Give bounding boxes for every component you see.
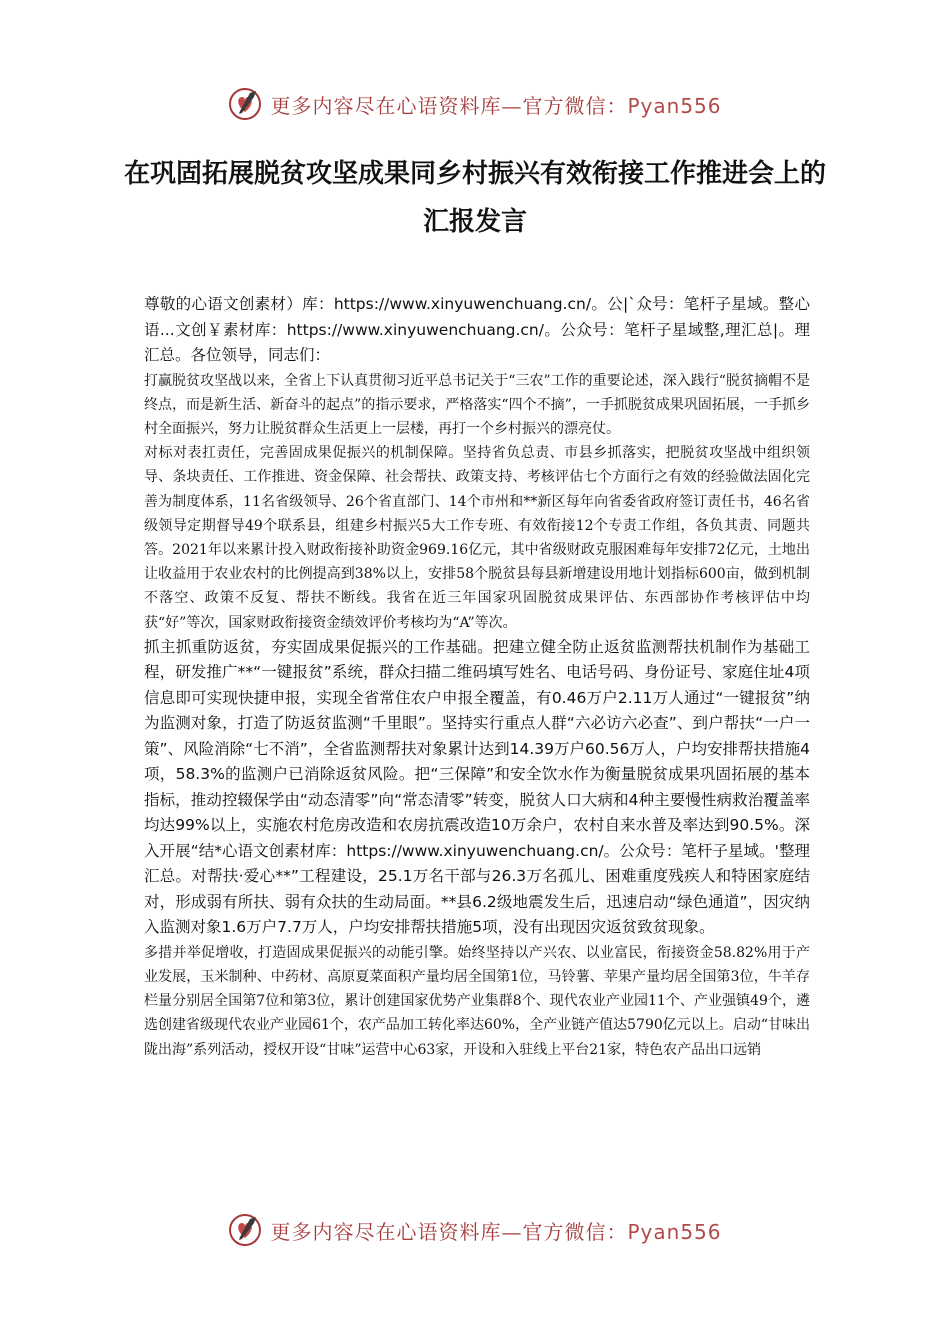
header-watermark-banner	[0, 82, 950, 126]
document-title: 在巩固拓展脱贫攻坚成果同乡村振兴有效衔接工作推进会上的汇报发言	[123, 159, 826, 237]
watermark-text: 更多内容尽在心语资料库—官方微信：Pyan556	[270, 1219, 722, 1244]
paragraph-greeting: 尊敬的心语文创素材）库：https://www.xinyuwenchuang.cn/。公|`众号：笔杆子星域。整心语...文创￥素材库：https://www.xinyuwenchuang.cn/。公众号：笔杆子星域整,理汇总|。理汇总。各位领导，同志们：	[144, 295, 810, 364]
document-body	[144, 292, 810, 1062]
paragraph-intro: 打赢脱贫攻坚战以来，全省上下认真贯彻习近平总书记关于“三农”工作的重要论述，深入践行“脱贫摘帽不是终点，而是新生活、新奋斗的起点”的指示要求，严格落实“四个不摘”，一手抓脱贫成果巩固拓展，一手抓乡村全面振兴，努力让脱贫群众生活更上一层楼，再打一个乡村振兴的漂亮仗。	[144, 372, 810, 437]
heart-pen-logo-icon	[228, 87, 262, 121]
watermark-text: 更多内容尽在心语资料库—官方微信：Pyan556	[270, 93, 722, 118]
paragraph-responsibility: 对标对表扛责任，完善固成果促振兴的机制保障。坚持省负总责、市县乡抓落实，把脱贫攻坚战中组织领导、条块责任、工作推进、资金保障、社会帮扶、政策支持、考核评估七个方面行之有效的经验做法固化完善为制度体系，11名省级领导、26个省直部门、14个市州和**新区每年向省委省政府签订责任书，46名省级领导定期督导49个联系县，组建乡村振兴5大工作专班、有效衔接12个专责工作组，各负其责、同题共答。2021年以来累计投入财政衔接补助资金969.16亿元，其中省级财政克服困难每年安排72亿元，土地出让收益用于农业农村的比例提高到38%以上，安排58个脱贫县每县新增建设用地计划指标600亩，做到机制不落空、政策不反复、帮扶不断线。我省在近三年国家巩固脱贫成果评估、东西部协作考核评估中均获“好”等次，国家财政衔接资金绩效评价考核均为“A”等次。	[144, 445, 810, 631]
paragraph-prevent-poverty-return: 抓主抓重防返贫，夯实固成果促振兴的工作基础。把建立健全防止返贫监测帮扶机制作为基础工程，研发推广**“一键报贫”系统，群众扫描二维码填写姓名、电话号码、身份证号、家庭住址4项信息即可实现快捷申报，实现全省常住农户申报全覆盖，有0.46万户2.11万人通过“一键报贫”纳为监测对象，打造了防返贫监测“千里眼”。坚持实行重点人群“六必访六必查”、到户帮扶“一户一策”、风险消除“七不消”，全省监测帮扶对象累计达到14.39万户60.56万人，户均安排帮扶措施4项，58.3%的监测户已消除返贫风险。把“三保障”和安全饮水作为衡量脱贫成果巩固拓展的基本指标，推动控辍保学由“动态清零”向“常态清零”转变，脱贫人口大病和4种主要慢性病救治覆盖率均达99%以上，实施农村危房改造和农房抗震改造10万余户，农村自来水普及率达到90.5%。深入开展“结*心语文创素材库：https://www.xinyuwenchuang.cn/。公众号：笔杆子星域。'整理汇总。对帮扶·爱心**”工程建设，25.1万名干部与26.3万名孤儿、困难重度残疾人和特困家庭结对，形成弱有所扶、弱有众扶的生动局面。**县6.2级地震发生后，迅速启动“绿色通道”，因灾纳入监测对象1.6万户7.7万人，户均安排帮扶措施5项，没有出现因灾返贫致贫现象。	[144, 637, 810, 937]
wechat-handle: Pyan556	[627, 93, 722, 118]
paragraph-increase-income: 多措并举促增收，打造固成果促振兴的动能引擎。始终坚持以产兴农、以业富民，衔接资金58.82%用于产业发展，玉米制种、中药材、高原夏菜面积产量均居全国第1位，马铃薯、苹果产量均居全国第3位，牛羊存栏量分别居全国第7位和第3位，累计创建国家优势产业集群8个、现代农业产业园11个、产业强镇49个，遴选创建省级现代农业产业园61个，农产品加工转化率达60%，全产业链产值达5790亿元以上。启动“甘味出陇出海”系列活动，授权开设“甘味”运营中心63家，开设和入驻线上平台21家，特色农产品出口远销	[144, 944, 810, 1058]
wechat-handle: Pyan556	[627, 1219, 722, 1244]
footer-watermark-banner	[0, 1208, 950, 1252]
heart-pen-logo-icon	[228, 1213, 262, 1247]
